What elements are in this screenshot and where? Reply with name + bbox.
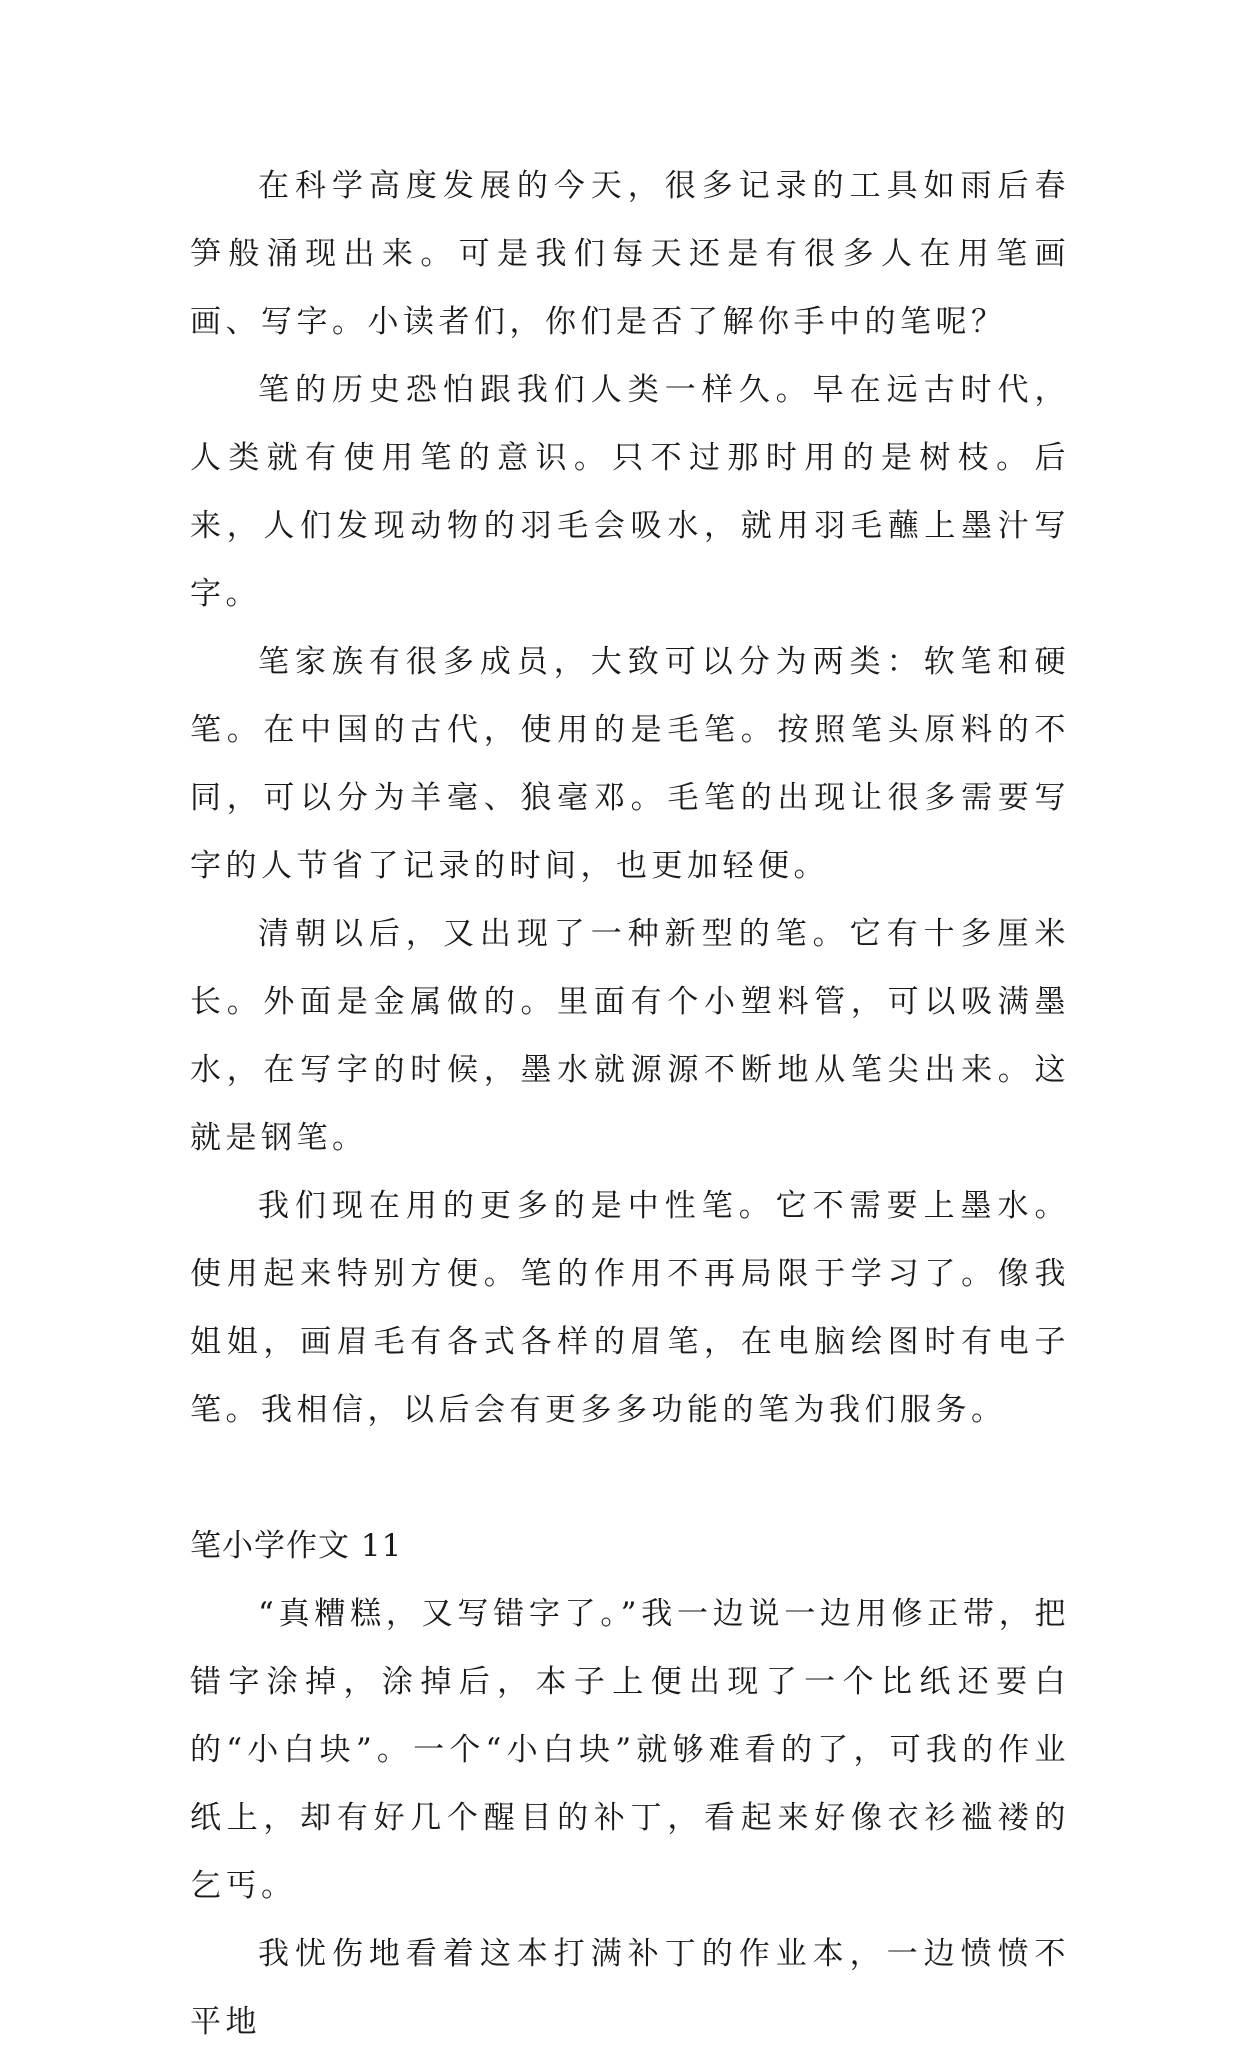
paragraph: 清朝以后，又出现了一种新型的笔。它有十多厘米长。外面是金属做的。里面有个小塑料管，可以吸满墨水，在写字的时候，墨水就源源不断地从笔尖出来。这就是钢笔。 — [190, 916, 1070, 1156]
document-page — [190, 152, 1070, 2056]
paragraph: 笔家族有很多成员，大致可以分为两类：软笔和硬笔。在中国的古代，使用的是毛笔。按照笔头原料的不同，可以分为羊毫、狼毫邓。毛笔的出现让很多需要写字的人节省了记录的时间，也更加轻便。 — [190, 644, 1070, 884]
paragraph: 在科学高度发展的今天，很多记录的工具如雨后春笋般涌现出来。可是我们每天还是有很多人在用笔画画、写字。小读者们，你们是否了解你手中的笔呢？ — [190, 168, 1070, 340]
paragraph: 我们现在用的更多的是中性笔。它不需要上墨水。使用起来特别方便。笔的作用不再局限于学习了。像我姐姐，画眉毛有各式各样的眉笔，在电脑绘图时有电子笔。我相信，以后会有更多多功能的笔为我们服务。 — [190, 1188, 1070, 1428]
paragraph: “真糟糕，又写错字了。”我一边说一边用修正带，把错字涂掉，涂掉后，本子上便出现了一个比纸还要白的“小白块”。一个“小白块”就够难看的了，可我的作业纸上，却有好几个醒目的补丁，看起来好像衣衫褴褛的乞丐。 — [190, 1596, 1070, 1904]
section-heading: 笔小学作文 11 — [190, 1528, 403, 1564]
paragraph: 笔的历史恐怕跟我们人类一样久。早在远古时代，人类就有使用笔的意识。只不过那时用的是树枝。后来，人们发现动物的羽毛会吸水，就用羽毛蘸上墨汁写字。 — [190, 372, 1070, 612]
paragraph: 我忧伤地看着这本打满补丁的作业本，一边愤愤不平地 — [190, 1936, 1070, 2040]
